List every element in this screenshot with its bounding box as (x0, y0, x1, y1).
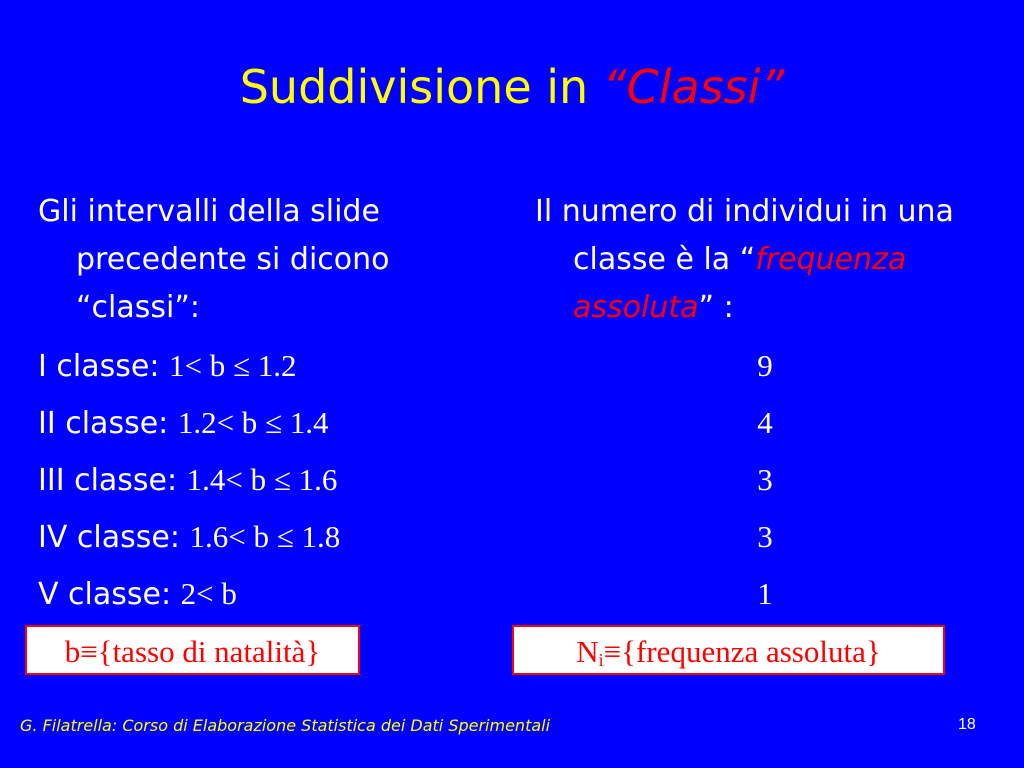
class-range: 1.4< b ≤ 1.6 (186, 462, 338, 497)
class-count-3: 3 (757, 462, 773, 497)
class-range: 2< b (180, 576, 237, 611)
definition-subscript: i (598, 650, 604, 670)
definition-box-frequency (512, 625, 945, 675)
definition-text: ≡{frequenza assoluta} (603, 634, 881, 669)
slide-title-highlight: “Classi” (602, 60, 785, 114)
class-range: 1.6< b ≤ 1.8 (189, 519, 341, 554)
slide-title-main: Suddivisione in (239, 60, 603, 114)
class-range: 1.2< b ≤ 1.4 (177, 405, 329, 440)
left-intro-text: Gli intervalli della slide precedente si dicono “classi”: (38, 194, 390, 325)
definition-box-birthrate: b≡{tasso di natalità} (25, 625, 360, 675)
class-range: 1< b ≤ 1.2 (168, 348, 297, 383)
right-intro-suffix: ” : (698, 290, 734, 325)
class-row-3 (38, 455, 337, 505)
class-row-2 (38, 398, 329, 448)
class-row-1 (38, 341, 296, 391)
class-row-4 (38, 512, 340, 562)
footer-text: G. Filatrella: Corso di Elaborazione Statistica dei Dati Sperimentali (20, 716, 551, 735)
slide-title (0, 52, 1024, 122)
page-number: 18 (958, 716, 976, 733)
class-label: IV classe: (38, 520, 190, 555)
class-count-2: 4 (757, 405, 773, 440)
class-label: III classe: (38, 463, 187, 498)
left-intro (38, 188, 478, 332)
class-label: I classe: (38, 349, 169, 384)
right-intro (535, 188, 1005, 332)
class-label: V classe: (38, 577, 181, 612)
right-intro-highlight: frequenza assoluta (573, 242, 907, 325)
class-count-1: 9 (757, 348, 773, 383)
class-count-4: 3 (757, 519, 773, 554)
right-intro-text (535, 188, 1005, 332)
class-label: II classe: (38, 406, 178, 441)
definition-symbol: N (576, 634, 599, 669)
class-count-5: 1 (757, 576, 773, 611)
right-intro-prefix: Il numero di individui in una classe è la “ (535, 194, 954, 277)
class-row-5 (38, 569, 237, 619)
